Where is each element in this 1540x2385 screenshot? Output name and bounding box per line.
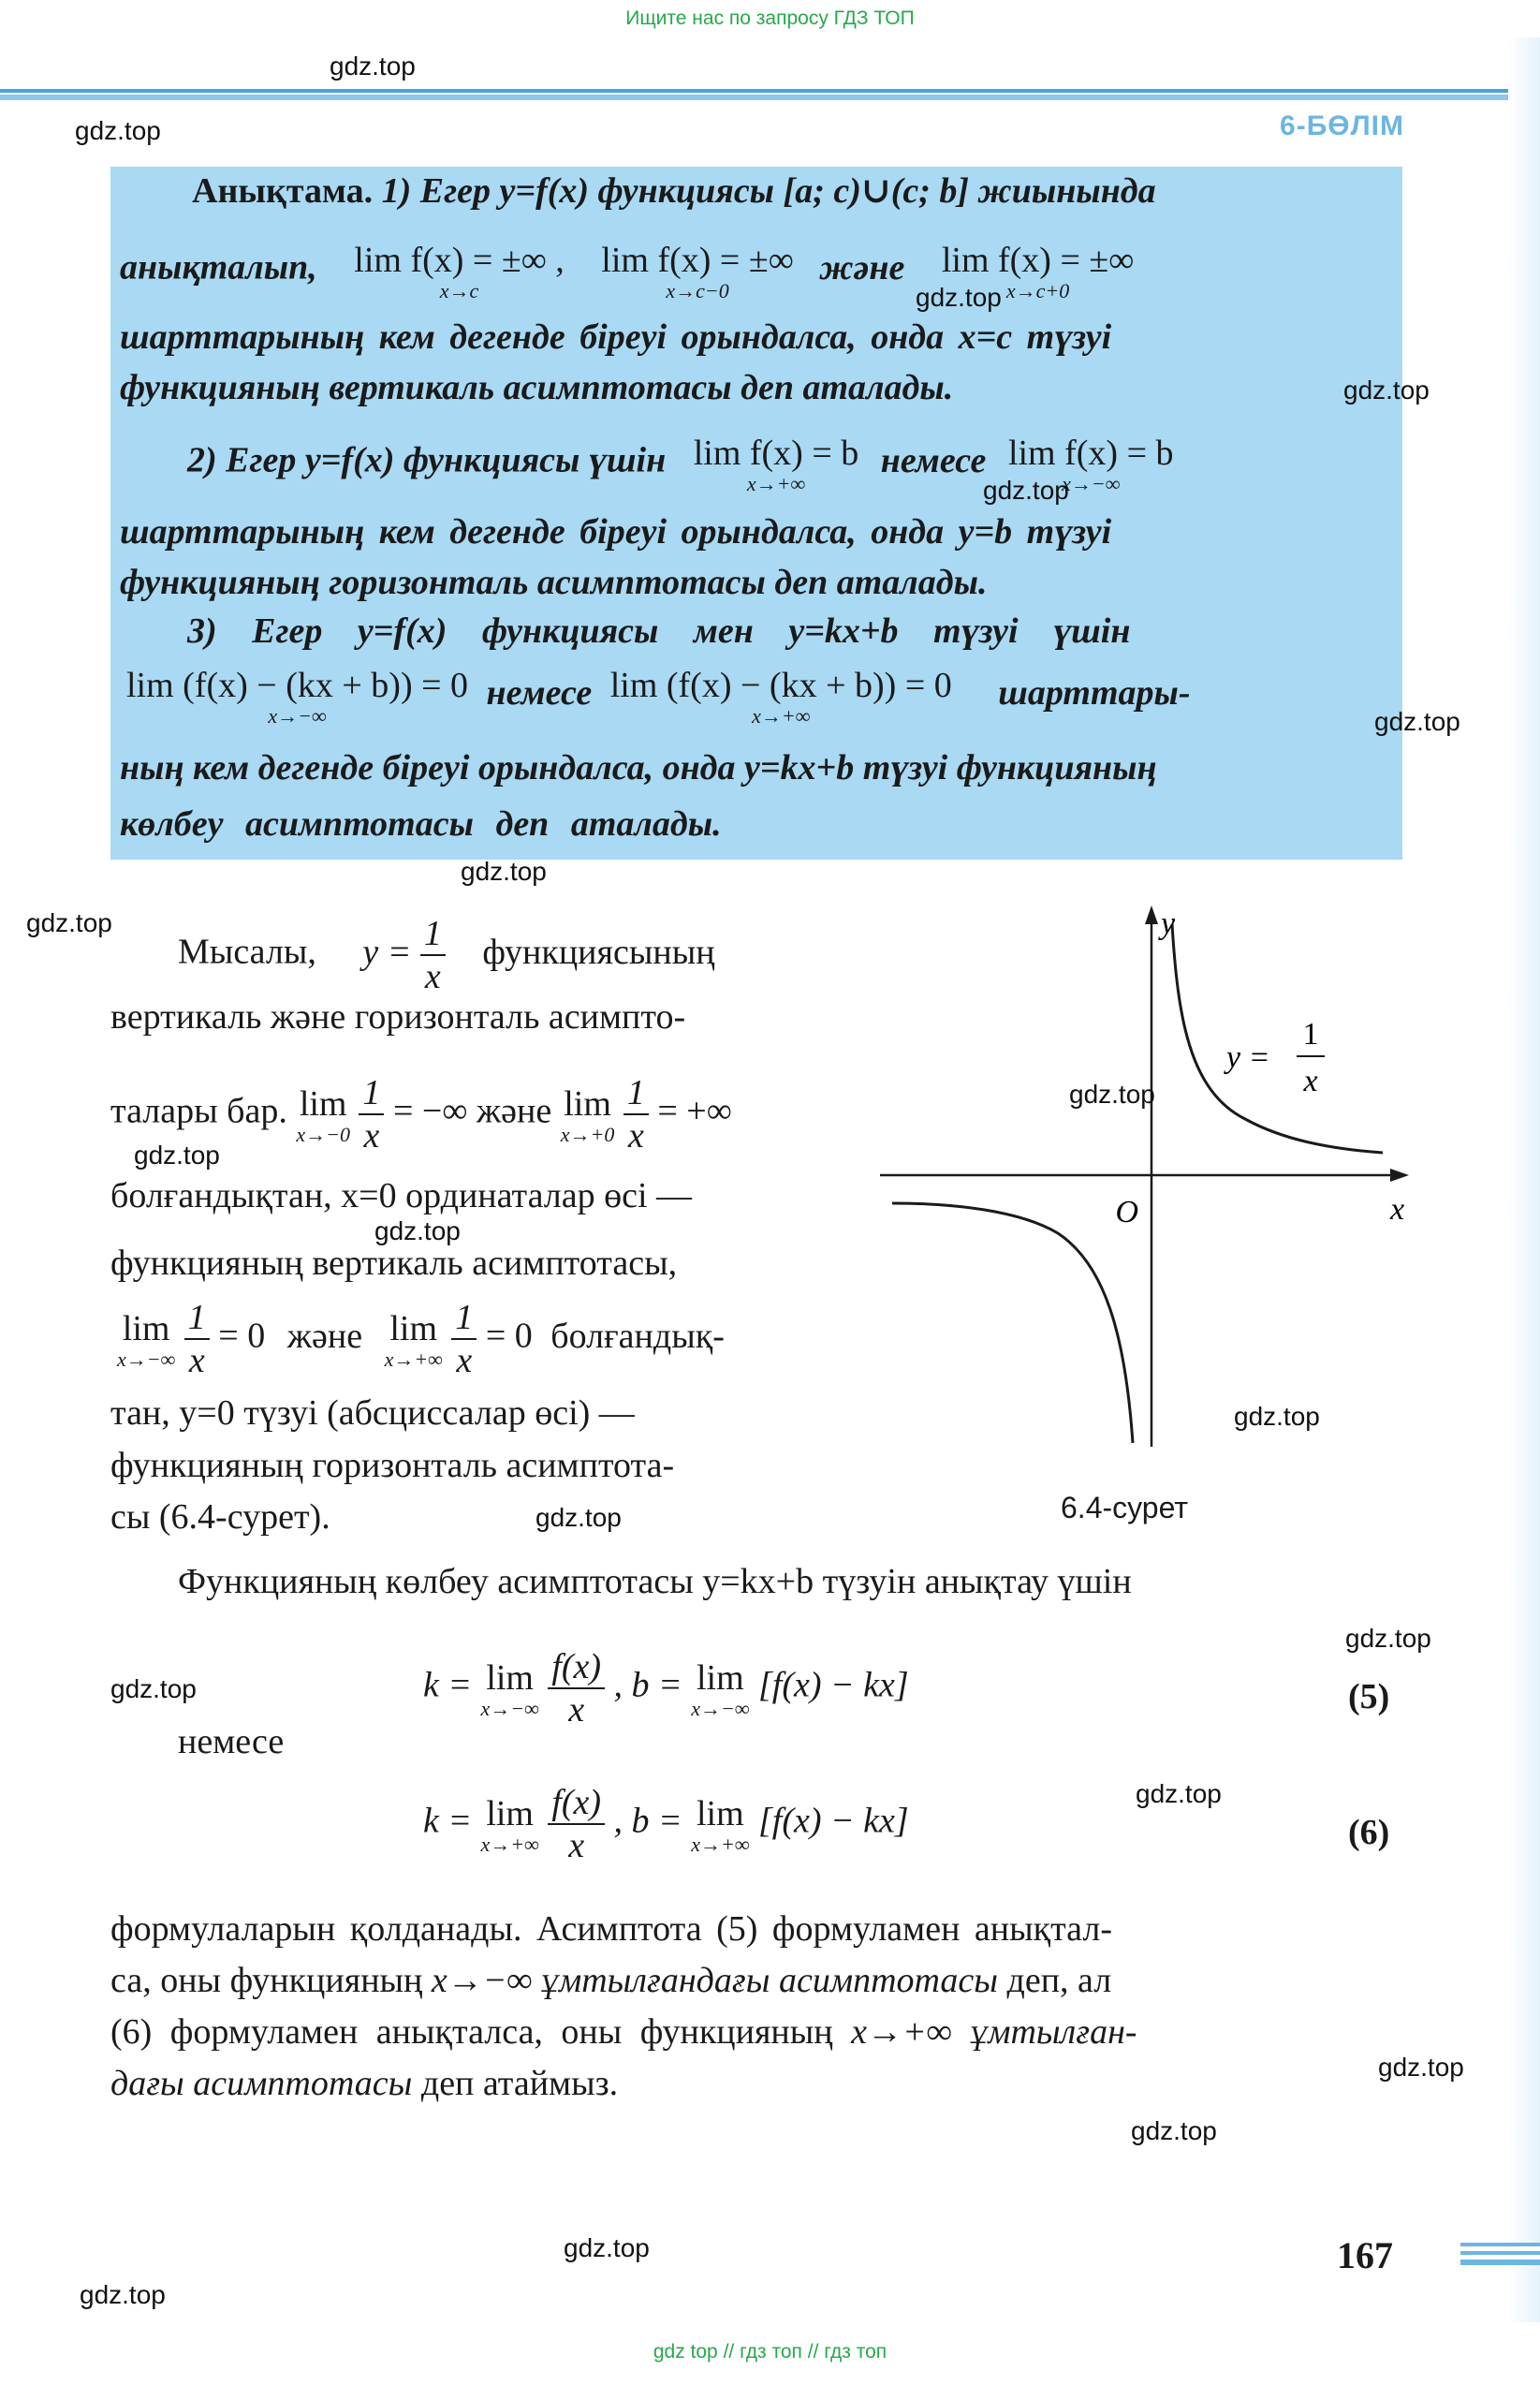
example-line-7: тан, y=0 түзуі (абсциссалар өсі) — <box>110 1393 635 1433</box>
example-l3-and: және <box>476 1091 552 1131</box>
def-p1-lim2: lim f(x) = ±∞ x→c−0 <box>601 241 794 302</box>
example-frac-4: $\frac{1}{x}$ <box>451 1297 477 1381</box>
f5-bracket: [f(x) − kx] <box>758 1665 909 1705</box>
def-p3-line4b: деп аталады. <box>495 804 722 844</box>
def-p3-tail: шарттары- <box>998 672 1191 713</box>
page-edge-shading <box>1508 37 1540 2322</box>
f6-b: , b = <box>613 1801 682 1841</box>
example-l6-tail1: = 0 <box>218 1316 266 1356</box>
def-p2-line3c: деп аталады. <box>774 563 988 602</box>
x-axis-arrow <box>1390 1169 1409 1182</box>
example-line-4: болғандықтан, x=0 ординаталар өсі — <box>110 1176 693 1215</box>
def-term-oblique: көлбеу асимптотасы <box>120 804 474 844</box>
definition-line-9 <box>126 665 1191 727</box>
example-line-8: функцияның горизонталь асимптота- <box>110 1446 675 1485</box>
header-rule <box>0 89 1540 100</box>
example-l3-tail1: = −∞ <box>392 1091 468 1131</box>
def-p2-or: немесе <box>880 440 987 480</box>
f5-lim-b: lim x→−∞ <box>691 1658 750 1720</box>
def-p1-line4a: функцияның <box>120 368 320 407</box>
closing-l3b: x→+∞ ұмтылған- <box>851 2012 1137 2052</box>
def-term-horizontal: горизонталь асимптотасы <box>329 563 766 602</box>
page-number: 167 <box>1337 2234 1393 2276</box>
example-l6-and: және <box>286 1316 363 1356</box>
watermark: gdz.top <box>983 476 1069 505</box>
f5-b: , b = <box>613 1665 682 1705</box>
closing-l2c: деп, ал <box>1006 1961 1112 2000</box>
watermark: gdz.top <box>1136 1779 1222 1808</box>
f6-k: k = <box>423 1801 473 1841</box>
f5-frac: $\frac{f(x)}{x}$ <box>548 1646 605 1730</box>
formula-5-number: (5) <box>1348 1677 1390 1716</box>
page-number-bars <box>1460 2243 1540 2265</box>
definition-line-11 <box>120 803 722 845</box>
hyperbola-figure <box>880 904 1414 1465</box>
def-term-vertical: вертикаль асимптотасы <box>329 368 732 407</box>
watermark: gdz.top <box>1345 1624 1431 1653</box>
closing-line-4 <box>110 2063 618 2104</box>
watermark: gdz.top <box>75 116 161 145</box>
origin-label: O <box>1115 1195 1138 1229</box>
watermark: gdz.top <box>916 283 1002 312</box>
curve-label-y: y = <box>1226 1040 1270 1075</box>
def-p2-line2: шарттарының кем дегенде біреуі орындалса, онда y=b түзуі <box>120 512 1112 552</box>
f6-frac: $\frac{f(x)}{x}$ <box>548 1782 605 1866</box>
example-l1a: Мысалы, <box>178 932 316 972</box>
example-line-6 <box>117 1297 725 1381</box>
def-p3-lim1: lim (f(x) − (kx + b)) = 0 x→−∞ <box>126 666 469 728</box>
or-word: немесе <box>178 1722 285 1761</box>
example-line-2: вертикаль және горизонталь асимпто- <box>110 997 686 1037</box>
def-p3-line1: 3) Егер y=f(x) функциясы мен y=kx+b түзуі үшін <box>187 611 1131 651</box>
closing-l4a: дағы асимптотасы <box>110 2064 413 2103</box>
example-l1b: функциясының <box>482 932 715 972</box>
top-banner[interactable]: Ищите нас по запросу ГДЗ ТОП <box>625 7 915 29</box>
watermark: gdz.top <box>330 52 416 81</box>
closing-l4b: деп атаймыз. <box>420 2064 619 2103</box>
closing-line-1: формулаларын қолданады. Асимптота (5) формуламен анықтал- <box>110 1909 1112 1949</box>
watermark: gdz.top <box>374 1216 461 1245</box>
watermark: gdz.top <box>26 908 112 937</box>
def-p3-or: немесе <box>486 672 593 713</box>
example-l6-tail2: = 0 <box>485 1316 533 1356</box>
def-p1-lim1: lim f(x) = ±∞ , x→c <box>354 241 565 302</box>
watermark: gdz.top <box>80 2280 166 2309</box>
example-lim-plus0: lim x→+0 <box>560 1084 615 1146</box>
example-line-5: функцияның вертикаль асимптотасы, <box>110 1244 678 1283</box>
watermark: gdz.top <box>1374 707 1460 736</box>
watermark: gdz.top <box>1131 2116 1217 2145</box>
def-p1-line1: 1) Егер y=f(x) функциясы [a; c)∪(c; b] жиынында <box>381 171 1156 211</box>
def-p2-line3a: функцияның <box>120 563 320 602</box>
f5-k: k = <box>423 1665 473 1705</box>
x-axis-label: x <box>1390 1192 1405 1227</box>
y-axis-label: y <box>1161 906 1176 941</box>
formula-6 <box>423 1782 909 1866</box>
hyperbola-branch-right <box>1172 924 1383 1153</box>
def-p1-line4c: деп аталады. <box>741 368 954 407</box>
f6-bracket: [f(x) − kx] <box>758 1801 909 1841</box>
formula-6-number: (6) <box>1348 1813 1390 1852</box>
example-lim-minus0: lim x→−0 <box>296 1084 350 1146</box>
example-line-1 <box>178 913 715 997</box>
watermark: gdz.top <box>535 1503 622 1532</box>
def-p3-line3: ның кем дегенде біреуі орындалса, онда y=kx+b түзуі функцияның <box>120 748 1157 788</box>
f5-lim: lim x→−∞ <box>480 1658 539 1720</box>
example-frac-1: $\frac{1}{x}$ <box>359 1072 384 1156</box>
watermark: gdz.top <box>110 1674 197 1703</box>
closing-line-3 <box>110 2011 1137 2053</box>
definition-line-4 <box>120 367 953 408</box>
hyperbola-branch-left <box>892 1203 1133 1443</box>
formulas-intro: Функцияның көлбеу асимптотасы y=kx+b түзуін анықтау үшін <box>178 1562 1132 1601</box>
watermark: gdz.top <box>1343 375 1430 405</box>
def-p2-lim1: lim f(x) = b x→+∞ <box>693 434 859 495</box>
watermark: gdz.top <box>1378 2053 1464 2082</box>
example-frac-2: $\frac{1}{x}$ <box>623 1072 649 1156</box>
watermark: gdz.top <box>134 1141 220 1170</box>
example-frac-3: $\frac{1}{x}$ <box>184 1297 210 1381</box>
watermark: gdz.top <box>1234 1402 1320 1431</box>
def-p1-and: және <box>819 247 905 287</box>
example-l3a: талары бар. <box>110 1091 287 1131</box>
f6-lim: lim x→+∞ <box>480 1794 539 1856</box>
def-p3-lim2: lim (f(x) − (kx + b)) = 0 x→+∞ <box>609 666 952 728</box>
curve-label-num: 1 <box>1302 1017 1319 1052</box>
closing-l2a: са, оны функцияның <box>110 1961 423 2000</box>
closing-l3a: (6) формуламен анықталса, оны функцияның <box>110 2012 833 2052</box>
definition-title: Анықтама. <box>192 171 374 211</box>
f6-lim-b: lim x→+∞ <box>691 1794 750 1856</box>
footer-links[interactable]: gdz top // гдз топ // гдз топ <box>653 2341 887 2363</box>
example-line-9: сы (6.4-сурет). <box>110 1497 330 1537</box>
watermark: gdz.top <box>564 2233 650 2262</box>
example-l6-end: болғандық- <box>550 1316 725 1356</box>
example-y: y = <box>362 932 412 972</box>
closing-line-2 <box>110 1960 1111 2001</box>
curve-label-den: x <box>1303 1064 1318 1098</box>
closing-l2b: x→−∞ ұмтылғандағы асимптотасы <box>431 1961 999 2000</box>
example-lim-plusinf: lim x→+∞ <box>384 1309 443 1371</box>
example-l3-tail2: = +∞ <box>657 1091 732 1131</box>
watermark: gdz.top <box>461 857 547 886</box>
def-p2-line1: 2) Егер y=f(x) функциясы үшін <box>187 440 667 480</box>
definition-line-1 <box>192 170 1156 212</box>
figure-caption: 6.4-сурет <box>1061 1491 1188 1524</box>
def-p2-lim2: lim f(x) = b x→−∞ <box>1007 434 1174 495</box>
def-p1-line2: анықталып, <box>120 247 317 287</box>
def-p1-line3: шарттарының кем дегенде біреуі орындалса, онда x=c түзуі <box>120 317 1112 357</box>
y-axis-arrow <box>1145 905 1158 924</box>
section-label: 6-БӨЛІМ <box>1280 110 1404 141</box>
def-p1-lim3: lim f(x) = ±∞ x→c+0 <box>941 241 1135 302</box>
watermark: gdz.top <box>1069 1080 1155 1109</box>
formula-5 <box>423 1646 909 1730</box>
example-fraction: $\frac{1}{x}$ <box>420 913 446 997</box>
example-lim-minusinf: lim x→−∞ <box>117 1309 176 1371</box>
definition-line-7 <box>120 562 988 603</box>
